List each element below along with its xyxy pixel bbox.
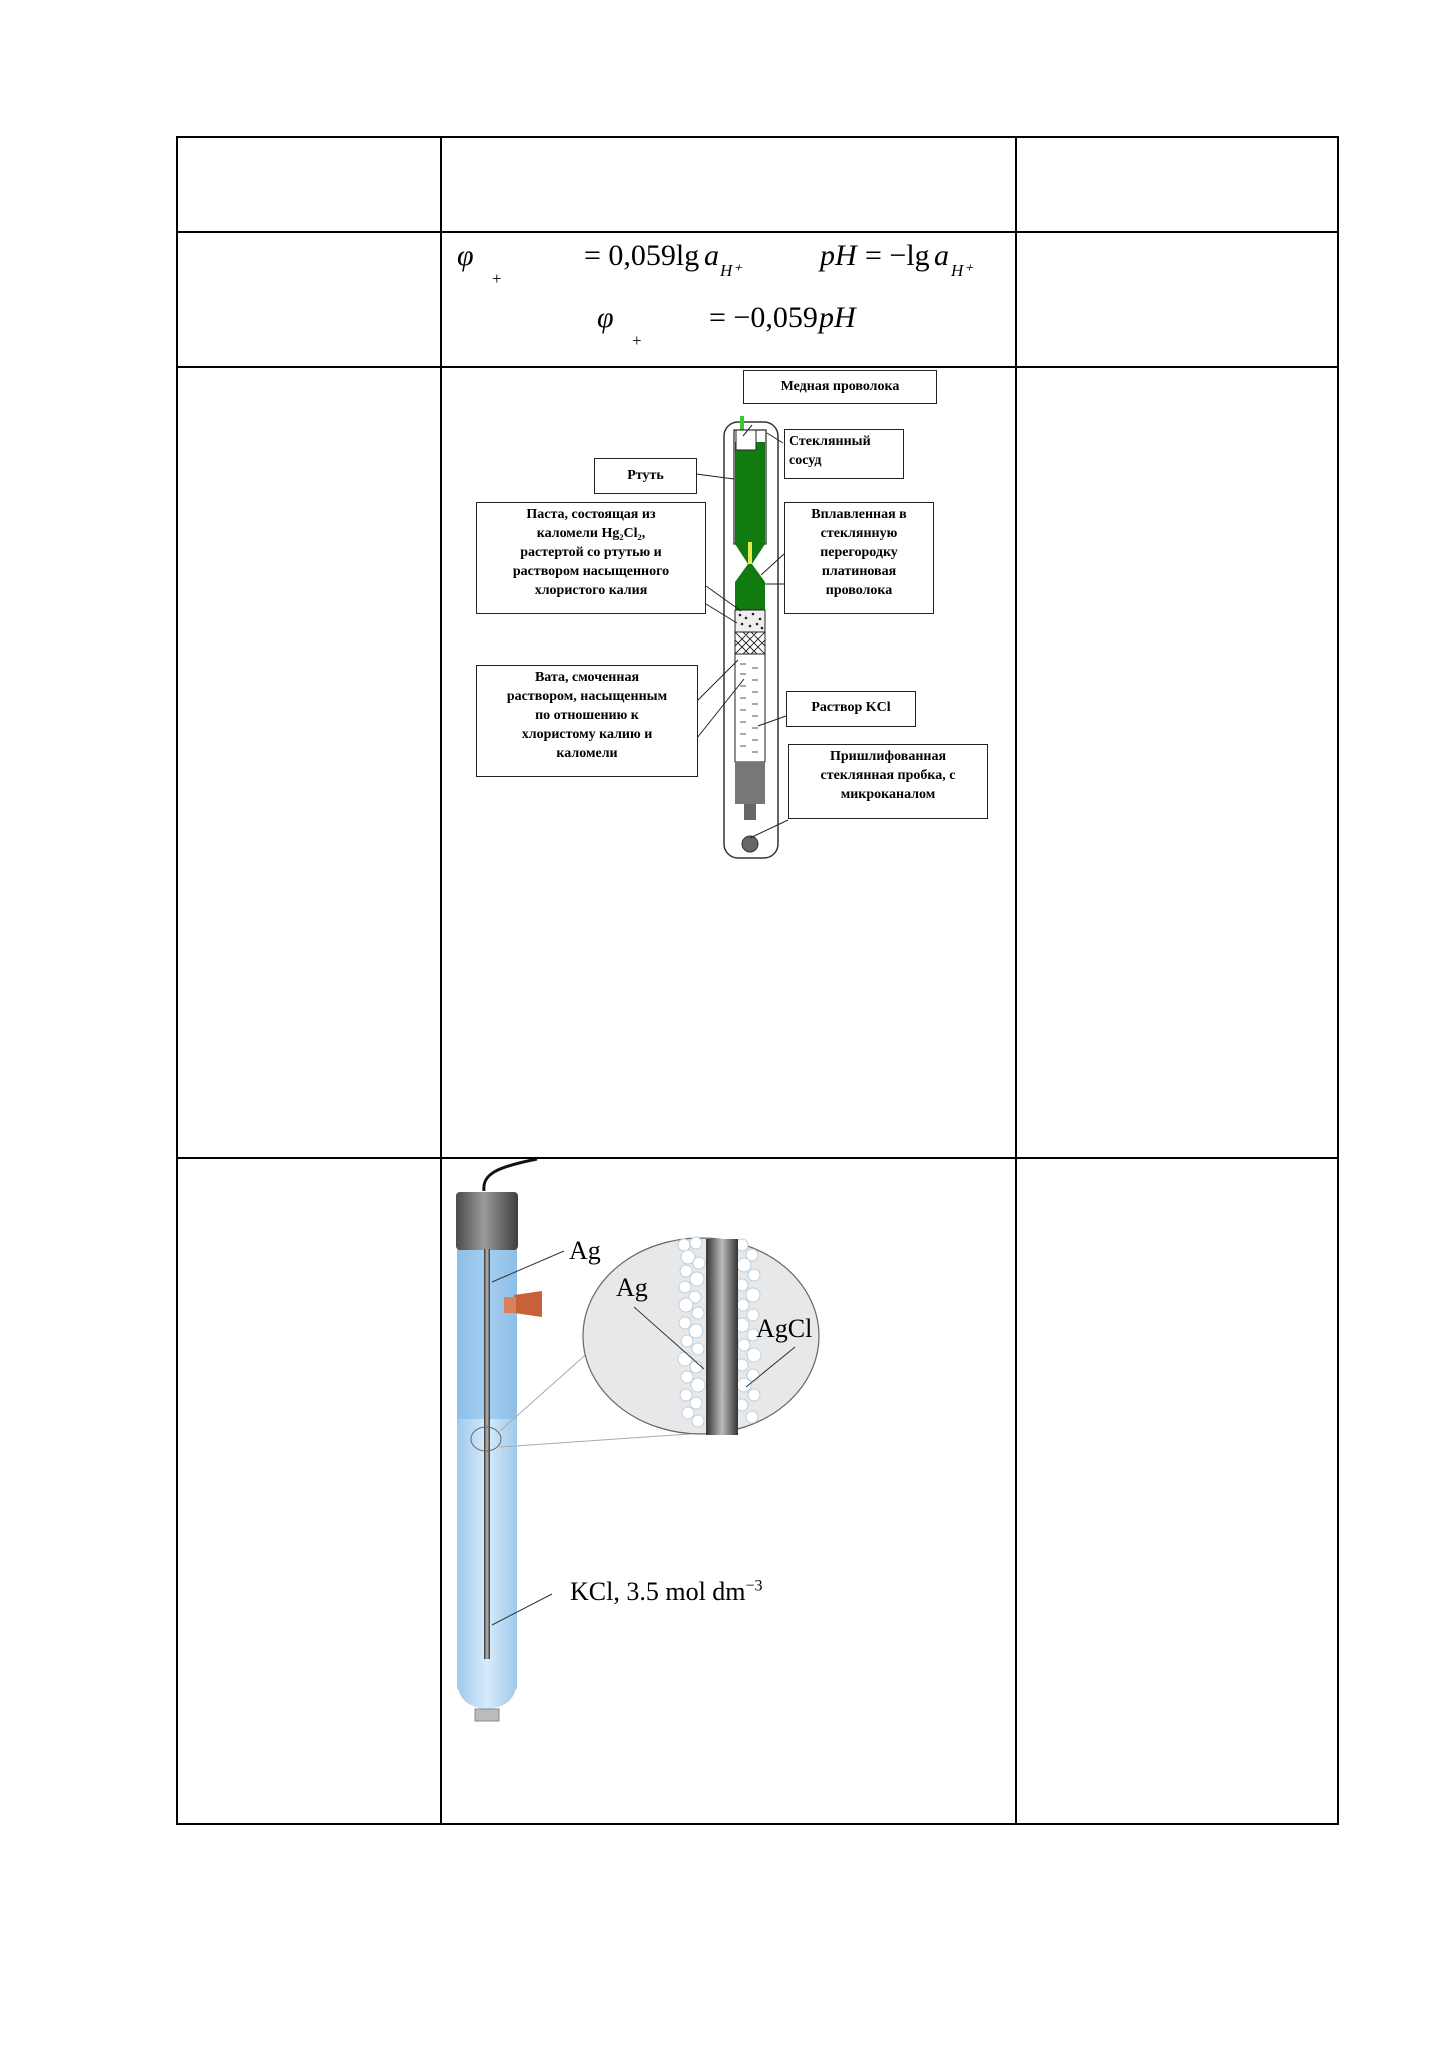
table-border-left: [176, 136, 178, 1825]
label-kcl: [570, 1577, 763, 1607]
equals-log-term: = 0,059lg: [584, 239, 700, 272]
label-kcl-exponent: −3: [745, 1577, 763, 1595]
phi-symbol: φ: [457, 239, 474, 272]
activity-a1: a: [704, 239, 719, 272]
label-copper-wire: Медная проволока: [743, 370, 937, 404]
label-glass-stopper: Пришлифованная стеклянная пробка, с микроканалом: [788, 744, 988, 819]
formula-cell: [442, 233, 1015, 366]
silver-chloride-electrode-diagram: [442, 1159, 1015, 1823]
phi-symbol-2: φ: [597, 301, 614, 334]
column-divider-2: [1015, 136, 1017, 1825]
activity-a2: a: [934, 239, 949, 272]
table-border-top: [176, 136, 1337, 138]
equals-neg-log: = −lg: [865, 239, 930, 272]
label-ag-main: Ag: [569, 1236, 601, 1265]
ph-symbol-2: pH: [819, 301, 856, 334]
label-kcl-text: KCl, 3.5 mol dm: [570, 1577, 746, 1606]
ph-symbol: pH: [820, 239, 857, 272]
label-cotton: Вата, смоченная раствором, насыщенным по отношению к хлористому калию и каломели: [476, 665, 698, 777]
activity-a2-subscript: H⁺: [951, 261, 973, 280]
table-border-bottom: [176, 1823, 1337, 1825]
phi-subscript-2: +: [632, 331, 642, 350]
formula-line-1: [457, 239, 1017, 289]
equals-value: = −0,059: [709, 301, 818, 334]
label-agcl-zoom: AgCl: [756, 1314, 813, 1343]
phi-subscript: +: [492, 269, 502, 288]
label-kcl-solution: Раствор KCl: [786, 691, 916, 727]
label-paste: Паста, состоящая из каломели Hg₂Cl₂, растертой со ртутью и раствором насыщенного хлористого калия: [476, 502, 706, 614]
agcl-electrode-illustration: [442, 1159, 1015, 1823]
label-mercury: Ртуть: [594, 458, 697, 494]
activity-a1-subscript: H⁺: [720, 261, 742, 280]
table-border-right: [1337, 136, 1339, 1825]
label-glass-vessel: Стеклянный сосуд: [784, 429, 904, 479]
label-ag-zoom: Ag: [616, 1273, 648, 1302]
label-platinum-wire: Вплавленная в стеклянную перегородку платиновая проволока: [784, 502, 934, 614]
calomel-electrode-diagram: [442, 368, 1015, 1157]
formula-line-2: [597, 301, 897, 351]
